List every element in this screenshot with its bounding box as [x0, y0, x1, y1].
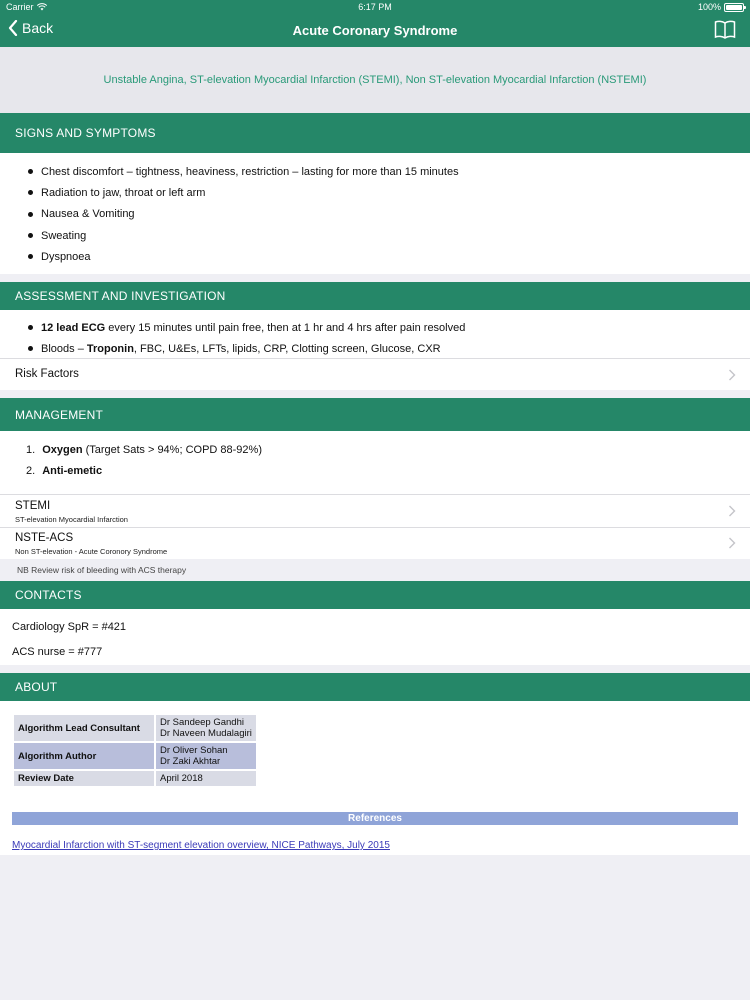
list-item — [26, 439, 750, 461]
bleeding-note: NB Review risk of bleeding with ACS therapy — [0, 559, 750, 581]
list-item — [28, 338, 750, 358]
ecg-label: 12 lead ECG — [41, 321, 106, 334]
anti-emetic-label: Anti-emetic — [42, 465, 103, 478]
nste-acs-title: NSTE-ACS — [15, 532, 74, 544]
list-item: Chest discomfort – tightness, heaviness, restriction – lasting for more than 15 minutes — [28, 161, 750, 182]
bloods-prefix: Bloods – — [41, 342, 87, 355]
about-table — [12, 713, 258, 788]
contacts-header — [0, 581, 750, 609]
nste-acs-subtitle: Non ST-elevation - Acute Coronory Syndrome — [15, 547, 168, 556]
status-time: 6:17 PM — [358, 2, 392, 12]
chevron-right-icon — [728, 505, 736, 517]
assessment-list — [0, 317, 750, 358]
item-number: 1. — [26, 443, 36, 456]
back-label: Back — [22, 20, 54, 36]
stemi-row[interactable] — [0, 494, 750, 527]
oxygen-label: Oxygen — [42, 443, 83, 456]
list-item: Nausea & Vomiting — [28, 204, 750, 225]
item-number: 2. — [26, 465, 36, 478]
lead-consultant-2: Dr Naveen Mudalagiri — [160, 728, 252, 739]
contacts-header-label: CONTACTS — [15, 588, 82, 602]
about-header — [0, 673, 750, 701]
signs-card — [0, 153, 750, 274]
signs-header — [0, 113, 750, 153]
battery-percent: 100% — [697, 2, 721, 12]
table-row — [14, 743, 256, 769]
review-date-value: April 2018 — [156, 771, 256, 786]
status-bar — [0, 0, 750, 14]
lead-consultant-1: Dr Sandeep Gandhi — [160, 717, 244, 728]
bloods-detail: , FBC, U&Es, LFTs, lipids, CRP, Clotting screen, Glucose, CXR — [133, 342, 441, 355]
management-list — [0, 439, 750, 482]
list-item — [26, 461, 750, 483]
management-card — [0, 431, 750, 494]
author-label: Algorithm Author — [14, 743, 154, 769]
oxygen-detail: (Target Sats > 94%; COPD 88-92%) — [82, 443, 262, 456]
lead-consultant-value — [156, 715, 256, 741]
navigation-bar — [0, 14, 750, 47]
subtitle-band — [0, 47, 750, 113]
review-date-label: Review Date — [14, 771, 154, 786]
book-icon[interactable] — [714, 19, 736, 39]
assessment-header-label: ASSESSMENT AND INVESTIGATION — [15, 289, 226, 303]
contact-acs-nurse: ACS nurse = #777 — [12, 646, 103, 658]
table-row — [14, 771, 256, 786]
nste-acs-row[interactable] — [0, 527, 750, 559]
battery-icon — [724, 3, 744, 12]
signs-list — [0, 161, 750, 267]
stemi-title: STEMI — [15, 500, 51, 512]
list-item: Sweating — [28, 225, 750, 246]
page-title: Acute Coronary Syndrome — [292, 23, 458, 38]
list-item: Radiation to jaw, throat or left arm — [28, 182, 750, 203]
chevron-right-icon — [728, 369, 736, 381]
contacts-card — [0, 609, 750, 665]
risk-factors-row[interactable] — [0, 358, 750, 390]
contact-cardiology: Cardiology SpR = #421 — [12, 621, 127, 633]
author-value — [156, 743, 256, 769]
about-header-label: ABOUT — [15, 680, 58, 694]
references-heading: References — [12, 812, 738, 825]
lead-consultant-label: Algorithm Lead Consultant — [14, 715, 154, 741]
author-1: Dr Oliver Sohan — [160, 745, 228, 756]
list-item — [28, 317, 750, 338]
carrier-label: Carrier — [6, 2, 34, 12]
assessment-card[interactable] — [0, 310, 750, 358]
reference-link[interactable]: Myocardial Infarction with ST-segment elevation overview, NICE Pathways, July 2015 — [12, 840, 390, 851]
troponin-label: Troponin — [86, 342, 134, 355]
ecg-detail: every 15 minutes until pain free, then at 1 hr and 4 hrs after pain resolved — [105, 321, 466, 334]
management-header — [0, 398, 750, 431]
battery-indicator — [698, 2, 744, 12]
assessment-header — [0, 282, 750, 310]
chevron-right-icon — [728, 537, 736, 549]
risk-factors-label: Risk Factors — [15, 368, 79, 380]
author-2: Dr Zaki Akhtar — [160, 756, 221, 767]
table-row — [14, 715, 256, 741]
list-item: Dyspnoea — [28, 246, 750, 267]
signs-header-label: SIGNS AND SYMPTOMS — [15, 126, 156, 140]
management-header-label: MANAGEMENT — [15, 407, 104, 422]
condition-subtitle: Unstable Angina, ST-elevation Myocardial Infarction (STEMI), Non ST-elevation Myocardial Infarction (NSTEMI) — [103, 74, 647, 86]
top-bar — [0, 0, 750, 47]
stemi-subtitle: ST-elevation Myocardial Infarction — [15, 515, 128, 524]
